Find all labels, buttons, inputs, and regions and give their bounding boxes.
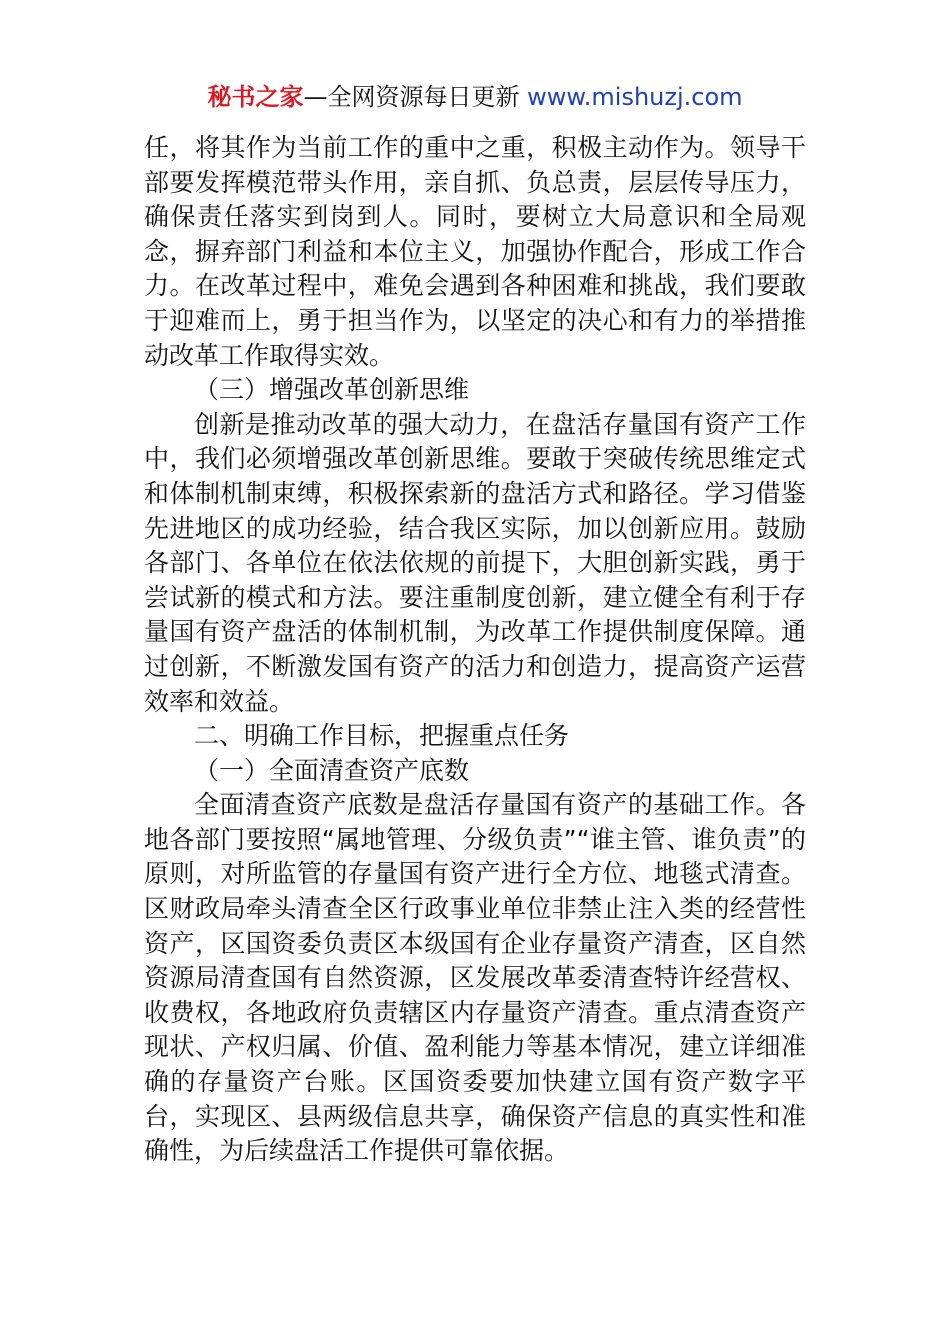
page-header xyxy=(0,80,950,114)
site-url-link[interactable]: www.mishuzj.com xyxy=(527,83,743,111)
section-heading-asset-inventory: （一）全面清查资产底数 xyxy=(194,755,470,785)
paragraph-innovation: 创新是推动改革的强大动力，在盘活存量国有资产工作中，我们必须增强改革创新思维。要敢于突破传统思维定式和体制机制束缚，积极探索新的盘活方式和路径。学习借鉴先进地区的成功经验，结合我区实际，加以创新应用。鼓励各部门、各单位在依法依规的前提下，大胆创新实践，勇于尝试新的模式和方法。要注重制度创新，建立健全有利于存量国有资产盘活的体制机制，为改革工作提供制度保障。通过创新，不断激发国有资产的活力和创造力，提高资产运营效率和效益。 xyxy=(144,409,806,716)
brand-name: 秘书之家 xyxy=(207,83,304,111)
document-body xyxy=(144,131,806,1169)
chapter-heading-goals: 二、明确工作目标，把握重点任务 xyxy=(194,721,570,751)
section-heading-innovation: （三）增强改革创新思维 xyxy=(194,375,470,405)
header-tagline: —全网资源每日更新 xyxy=(303,83,528,111)
paragraph-asset-inventory: 全面清查资产底数是盘活存量国有资产的基础工作。各地各部门要按照“属地管理、分级负责”“谁主管、谁负责”的原则，对所监管的存量国有资产进行全方位、地毯式清查。区财政局牵头清查全区行政事业单位非禁止注入类的经营性资产，区国资委负责区本级国有企业存量资产清查，区自然资源局清查国有自然资源，区发展改革委清查特许经营权、收费权，各地政府负责辖区内存量资产清查。重点清查资产现状、产权归属、价值、盈利能力等基本情况，建立详细准确的存量资产台账。区国资委要加快建立国有资产数字平台，实现区、县两级信息共享，确保资产信息的真实性和准确性，为后续盘活工作提供可靠依据。 xyxy=(144,790,806,1166)
paragraph-continued: 任，将其作为当前工作的重中之重，积极主动作为。领导干部要发挥模范带头作用，亲自抓、负总责，层层传导压力，确保责任落实到岗到人。同时，要树立大局意识和全局观念，摒弃部门利益和本位主义，加强协作配合，形成工作合力。在改革过程中，难免会遇到各种困难和挑战，我们要敢于迎难而上，勇于担当作为，以坚定的决心和有力的举措推动改革工作取得实效。 xyxy=(144,133,806,370)
